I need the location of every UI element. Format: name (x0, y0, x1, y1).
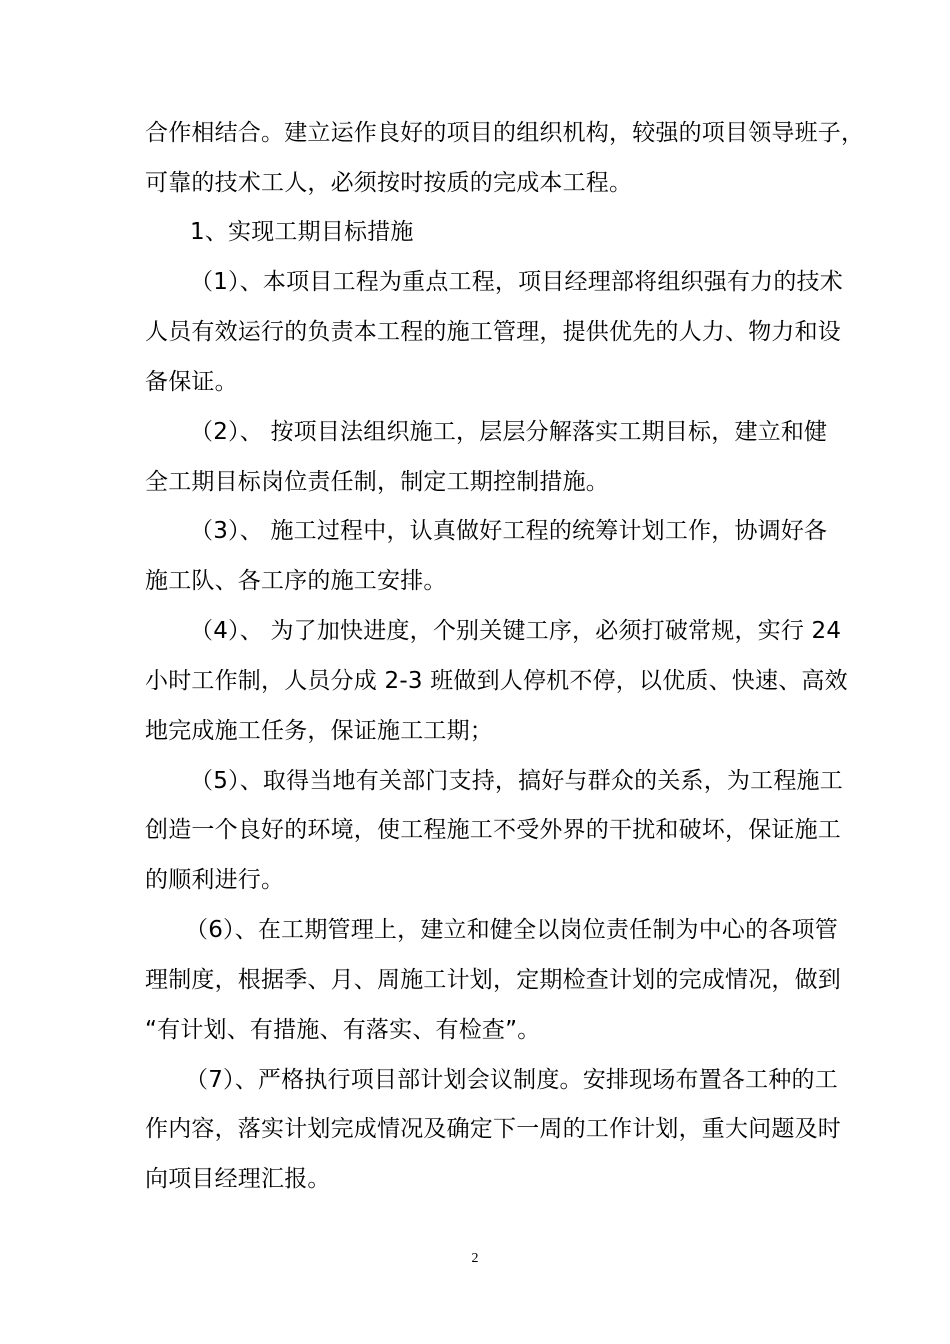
text-line: （2）、 按项目法组织施工，层层分解落实工期目标，建立和健 (190, 419, 828, 445)
text-line: 人员有效运行的负责本工程的施工管理，提供优先的人力、物力和设 (145, 319, 841, 345)
text-line: （4）、 为了加快进度，个别关键工序，必须打破常规，实行 24 (190, 618, 842, 644)
page-number: 2 (471, 1251, 479, 1266)
text-line: （5）、取得当地有关部门支持，搞好与群众的关系，为工程施工 (190, 768, 843, 794)
text-line: 理制度，根据季、月、周施工计划，定期检查计划的完成情况，做到 (145, 967, 841, 993)
text-line: 作内容，落实计划完成情况及确定下一周的工作计划，重大问题及时 (145, 1116, 841, 1142)
text-line: （7）、严格执行项目部计划会议制度。安排现场布置各工种的工 (185, 1067, 838, 1093)
text-line: （1）、本项目工程为重点工程，项目经理部将组织强有力的技术 (190, 269, 843, 295)
text-line: （3）、 施工过程中，认真做好工程的统筹计划工作，协调好各 (190, 518, 828, 544)
text-line: 的顺利进行。 (145, 867, 285, 893)
text-line: 备保证。 (145, 369, 238, 395)
text-line: “有计划、有措施、有落实、有检查”。 (145, 1017, 541, 1043)
text-line: 合作相结合。建立运作良好的项目的组织机构，较强的项目领导班子， (145, 120, 865, 146)
text-line: 小时工作制，人员分成 2-3 班做到人停机不停，以优质、快速、高效 (145, 668, 848, 694)
text-line: 向项目经理汇报。 (145, 1166, 331, 1192)
text-line: 施工队、各工序的施工安排。 (145, 568, 447, 594)
text-line: 全工期目标岗位责任制，制定工期控制措施。 (145, 469, 609, 495)
text-line: （6）、在工期管理上，建立和健全以岗位责任制为中心的各项管 (185, 917, 838, 943)
text-line: 创造一个良好的环境，使工程施工不受外界的干扰和破坏，保证施工 (145, 817, 841, 843)
text-line: 可靠的技术工人，必须按时按质的完成本工程。 (145, 170, 633, 196)
text-line: 地完成施工任务，保证施工工期； (145, 718, 493, 744)
section-heading: 1、实现工期目标措施 (190, 219, 414, 245)
